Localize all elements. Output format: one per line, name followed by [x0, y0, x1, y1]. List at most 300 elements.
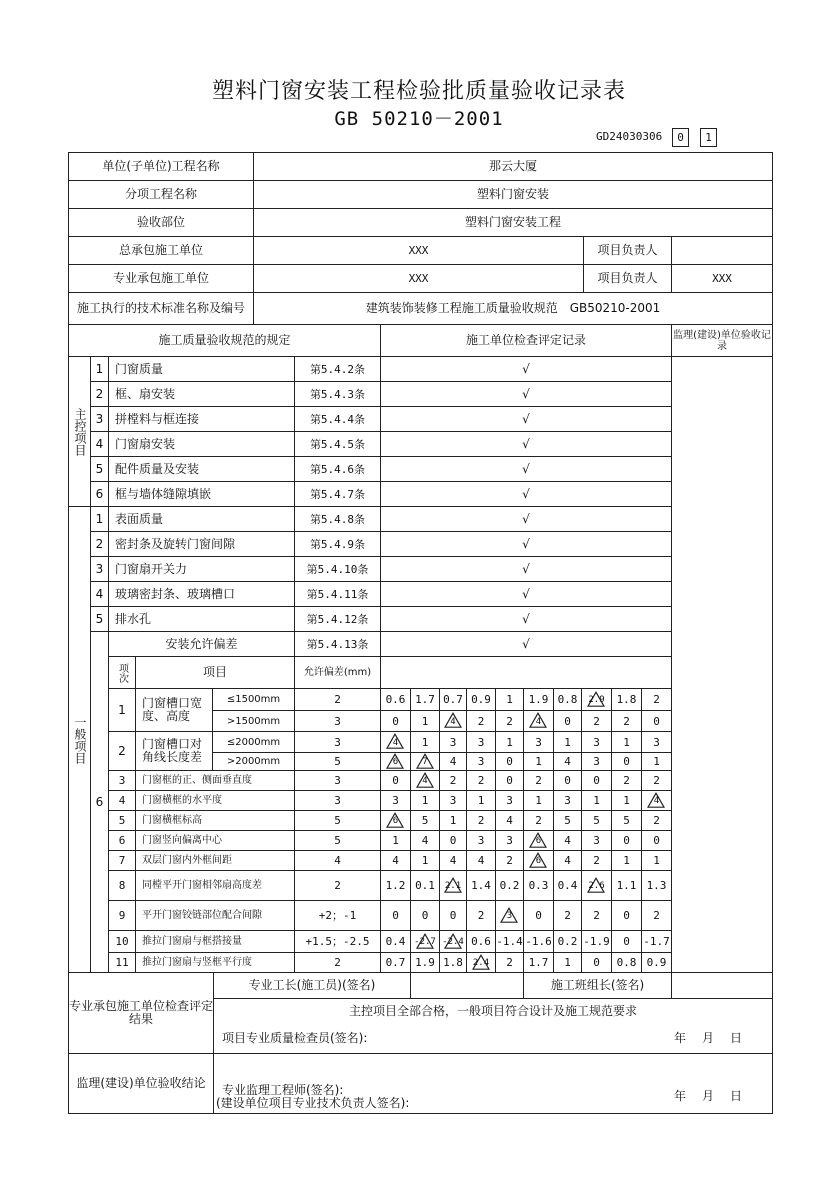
measurement-value: 2.4 — [472, 958, 490, 968]
measurement[interactable] — [611, 710, 642, 732]
sub-project-label: 分项工程名称 — [68, 180, 254, 209]
measurement[interactable] — [641, 770, 672, 791]
measurement[interactable] — [439, 752, 467, 771]
measurement-value: 4 — [449, 755, 457, 768]
deviation-item-name: 门窗横框的水平度 — [135, 790, 295, 811]
measurement-flagged[interactable] — [466, 952, 496, 973]
measurement[interactable] — [611, 930, 642, 953]
measurement[interactable] — [495, 710, 524, 732]
measurement-value: 4 — [421, 834, 429, 847]
measurement[interactable] — [553, 870, 582, 901]
measurement-value: 4 — [564, 834, 571, 847]
measurement-value: 1.8 — [616, 693, 637, 706]
measurement[interactable] — [495, 952, 524, 973]
measurement[interactable] — [611, 810, 642, 831]
measurement[interactable] — [380, 952, 411, 973]
measurement[interactable] — [553, 952, 582, 973]
measurement-flagged[interactable] — [523, 830, 554, 851]
general-item-result[interactable]: √ — [380, 506, 672, 532]
deviation-item-name: 推拉门窗扇与框搭接量 — [135, 930, 295, 953]
measurement[interactable] — [466, 710, 496, 732]
measurement[interactable] — [641, 688, 672, 711]
measurement-value: 1 — [506, 693, 513, 706]
measurement[interactable] — [581, 850, 612, 871]
deviation-item-tolerance: 5 — [294, 830, 381, 851]
measurement[interactable] — [495, 870, 524, 901]
measurement[interactable] — [439, 830, 467, 851]
measurement-value: 2 — [623, 774, 630, 787]
contractor-conclusion-cell — [213, 998, 773, 1054]
measurement[interactable] — [495, 790, 524, 811]
warning-triangle-icon — [473, 955, 489, 970]
measurement[interactable] — [581, 770, 612, 791]
warning-triangle-icon — [536, 714, 541, 729]
general-group-label: 一般项目 — [68, 506, 91, 973]
measurement[interactable] — [611, 790, 642, 811]
main-item-name: 框、扇安装 — [108, 381, 295, 407]
measurement[interactable] — [466, 731, 496, 753]
measurement[interactable] — [410, 830, 440, 851]
deviation-item-name: 推拉门窗扇与竖框平行度 — [135, 952, 295, 973]
measurement[interactable] — [439, 731, 467, 753]
measurement-value: 3 — [477, 735, 485, 749]
general-contractor-value[interactable]: XXX — [253, 236, 584, 265]
main-item-no: 5 — [90, 456, 109, 482]
deviation-col-tol: 允许偏差(mm) — [294, 656, 381, 689]
deviation-item-condition: ≤2000mm — [212, 731, 295, 753]
measurement[interactable] — [553, 688, 582, 711]
general-item-clause: 第5.4.12条 — [294, 606, 381, 632]
measurement-value: 2 — [653, 693, 660, 706]
measurement[interactable] — [581, 952, 612, 973]
measurement[interactable] — [380, 790, 411, 811]
measurement-value: 1 — [392, 834, 399, 847]
measurement-value: -2.7 — [414, 937, 436, 947]
general-item-result[interactable]: √ — [380, 606, 672, 632]
general-item-result[interactable]: √ — [380, 531, 672, 557]
measurement-value: 5 — [421, 814, 429, 827]
measurement[interactable] — [553, 930, 582, 953]
measurement-value: 0 — [623, 755, 630, 768]
measurement-value: 4 — [392, 854, 399, 867]
deviation-item-tolerance: 3 — [294, 710, 381, 732]
measurement-value: 1 — [421, 854, 429, 867]
measurement[interactable] — [466, 770, 496, 791]
measurement[interactable] — [466, 752, 496, 771]
measurement-value: 2 — [623, 714, 630, 728]
measurement[interactable] — [641, 830, 672, 851]
measurement[interactable] — [439, 790, 467, 811]
main-item-result[interactable]: √ — [380, 431, 672, 457]
measurement-value: 4 — [564, 755, 571, 768]
standard-label: 施工执行的技术标准名称及编号 — [68, 292, 254, 325]
measurement[interactable] — [380, 870, 411, 901]
location-label: 验收部位 — [68, 208, 254, 237]
measurement-value: 1.7 — [415, 693, 435, 706]
warning-triangle-icon — [393, 813, 398, 828]
measurement[interactable] — [380, 710, 411, 732]
measurement[interactable] — [641, 731, 672, 753]
supervisor-conclusion-cell — [213, 1053, 773, 1114]
main-item-result[interactable]: √ — [380, 381, 672, 407]
measurement[interactable] — [611, 830, 642, 851]
measurement[interactable] — [523, 790, 554, 811]
measurement[interactable] — [410, 790, 440, 811]
gc-manager-value[interactable] — [671, 236, 773, 265]
measurement[interactable] — [553, 900, 582, 931]
measurement-value: 3 — [449, 794, 457, 807]
measurement[interactable] — [581, 731, 612, 753]
measurement[interactable] — [466, 810, 496, 831]
measurement-value: 0.2 — [557, 935, 578, 948]
measurement-flagged[interactable] — [380, 752, 411, 771]
main-item-no: 4 — [90, 431, 109, 457]
warning-triangle-icon — [507, 908, 512, 923]
main-item-result[interactable]: √ — [380, 481, 672, 507]
measurement-flagged[interactable] — [523, 850, 554, 871]
measurement-flagged[interactable] — [439, 930, 467, 953]
measurement-flagged[interactable] — [641, 790, 672, 811]
main-item-name: 框与墙体缝隙填嵌 — [108, 481, 295, 507]
measurement-flagged[interactable] — [439, 870, 467, 901]
general-item-clause: 第5.4.8条 — [294, 506, 381, 532]
measurement[interactable] — [611, 952, 642, 973]
measurement-value: 2 — [535, 774, 542, 787]
deviation-item-tolerance: +2；-1 — [294, 900, 381, 931]
measurement[interactable] — [523, 930, 554, 953]
measurement[interactable] — [553, 731, 582, 753]
measurement-value: 0.3 — [528, 879, 549, 892]
measurement[interactable] — [641, 952, 672, 973]
measurement[interactable] — [523, 731, 554, 753]
measurement[interactable] — [495, 810, 524, 831]
measurement[interactable] — [641, 850, 672, 871]
main-item-result[interactable]: √ — [380, 406, 672, 432]
location-value[interactable]: 塑料门窗安装工程 — [253, 208, 773, 237]
measurement[interactable] — [581, 752, 612, 771]
measurement[interactable] — [495, 770, 524, 791]
measurement-flagged[interactable] — [380, 810, 411, 831]
measurement-value: 2 — [653, 909, 660, 922]
contractor-date[interactable]: 年 月 日 — [673, 1031, 744, 1045]
measurement[interactable] — [641, 752, 672, 771]
deviation-group-no: 6 — [90, 631, 109, 973]
measurement-value: 3 — [564, 794, 571, 807]
measurement-value: 2 — [477, 909, 485, 922]
measurement[interactable] — [611, 850, 642, 871]
general-item-name: 排水孔 — [108, 606, 295, 632]
general-item-name: 表面质量 — [108, 506, 295, 532]
general-contractor-label: 总承包施工单位 — [68, 236, 254, 265]
measurement[interactable] — [523, 810, 554, 831]
measurement-value: 3 — [593, 735, 600, 749]
general-item-name: 密封条及旋转门窗间隙 — [108, 531, 295, 557]
deviation-item-no: 11 — [108, 952, 136, 973]
measurement-value: 4 — [653, 796, 660, 806]
measurement-value: 3 — [506, 794, 513, 807]
measurement-value: 0 — [392, 774, 399, 787]
measurement[interactable] — [553, 790, 582, 811]
measurement[interactable] — [380, 930, 411, 953]
measurement-value: 0 — [653, 714, 660, 728]
measurement-flagged[interactable] — [380, 731, 411, 753]
measurement-value: 2 — [506, 714, 513, 728]
measurement[interactable] — [523, 952, 554, 973]
deviation-item-no: 10 — [108, 930, 136, 953]
measurement[interactable] — [641, 870, 672, 901]
measurement-value: 0 — [449, 909, 457, 922]
deviation-title: 安装允许偏差 — [108, 631, 295, 657]
measurement-value: 7 — [422, 757, 428, 767]
measurement[interactable] — [641, 710, 672, 732]
measurement-value: 0 — [564, 714, 571, 728]
measurement-value: 1.3 — [646, 879, 667, 892]
measurement[interactable] — [611, 752, 642, 771]
deviation-item-no: 7 — [108, 850, 136, 871]
deviation-item-name: 同樘平开门窗相邻扇高度差 — [135, 870, 295, 901]
warning-triangle-icon — [654, 793, 659, 808]
measurement[interactable] — [495, 850, 524, 871]
warning-triangle-icon — [588, 878, 604, 893]
measurement-value: 0.7 — [443, 693, 463, 706]
measurement[interactable] — [410, 710, 440, 732]
deviation-item-name: 门窗槽口宽度、高度 — [135, 688, 213, 732]
measurement-value: 0 — [564, 774, 571, 787]
measurement-value: -1.9 — [583, 935, 610, 948]
measurement-flagged[interactable] — [439, 710, 467, 732]
team-leader-signature[interactable] — [671, 972, 773, 999]
general-item-no: 2 — [90, 531, 109, 557]
measurement[interactable] — [410, 850, 440, 871]
measurement[interactable] — [466, 900, 496, 931]
measurement-value: 3 — [477, 755, 485, 768]
deviation-item-tolerance: 3 — [294, 770, 381, 791]
deviation-item-name: 门窗横框标高 — [135, 810, 295, 831]
measurement-value: 1.4 — [471, 879, 491, 892]
deviation-item-tolerance: 3 — [294, 731, 381, 753]
measurement-value: 1 — [506, 735, 513, 749]
measurement-value: 2 — [653, 774, 660, 787]
supervisor-record-cell[interactable] — [671, 356, 773, 973]
measurement-value: 0.7 — [385, 956, 406, 969]
supervisor-date[interactable]: 年 月 日 — [673, 1089, 744, 1103]
measurement[interactable] — [439, 952, 467, 973]
measurement[interactable] — [410, 688, 440, 711]
general-item-result[interactable]: √ — [380, 556, 672, 582]
warning-triangle-icon — [422, 773, 427, 788]
measurement-value: 0 — [623, 834, 630, 847]
measurement[interactable] — [641, 930, 672, 953]
contractor-result-label: 专业承包施工单位检查评定结果 — [68, 972, 214, 1054]
main-item-result[interactable]: √ — [380, 456, 672, 482]
measurement-value: 2 — [506, 854, 513, 867]
measurement[interactable] — [611, 770, 642, 791]
deviation-item-no: 3 — [108, 770, 136, 791]
measurement[interactable] — [553, 770, 582, 791]
measurement[interactable] — [553, 830, 582, 851]
sub-project-value[interactable]: 塑料门窗安装 — [253, 180, 773, 209]
measurement[interactable] — [439, 810, 467, 831]
measurement-value: 0.9 — [646, 956, 667, 969]
general-item-name: 玻璃密封条、玻璃槽口 — [108, 581, 295, 607]
measurement-value: -1.4 — [496, 935, 523, 948]
measurement-flagged[interactable] — [410, 752, 440, 771]
measurement[interactable] — [641, 810, 672, 831]
measurement[interactable] — [466, 790, 496, 811]
deviation-result[interactable]: √ — [380, 631, 672, 657]
measurement-value: 0 — [593, 956, 600, 969]
measurement-flagged[interactable] — [581, 688, 612, 711]
measurement[interactable] — [495, 731, 524, 753]
measurement[interactable] — [466, 870, 496, 901]
supervisor-result-label: 监理(建设)单位验收结论 — [68, 1053, 214, 1114]
warning-triangle-icon — [588, 692, 604, 707]
main-item-name: 拼樘料与框连接 — [108, 406, 295, 432]
measurement-value: 0 — [623, 909, 630, 922]
measurement[interactable] — [611, 870, 642, 901]
measurement[interactable] — [581, 810, 612, 831]
measurement-value: -2.4 — [442, 937, 464, 947]
standard-number: GB 50210－2001 — [334, 108, 504, 130]
measurement-flagged[interactable] — [410, 770, 440, 791]
measurement-value: 4 — [564, 854, 571, 867]
measurement[interactable] — [611, 900, 642, 931]
measurement[interactable] — [553, 710, 582, 732]
main-item-no: 1 — [90, 356, 109, 382]
measurement-value: 1 — [593, 794, 600, 807]
main-item-clause: 第5.4.2条 — [294, 356, 381, 382]
measurement[interactable] — [439, 850, 467, 871]
measurement-value: 0.1 — [415, 879, 435, 892]
deviation-item-name: 门窗槽口对角线长度差 — [135, 731, 213, 771]
deviation-item-no: 9 — [108, 900, 136, 931]
deviation-item-no: 6 — [108, 830, 136, 851]
measurement[interactable] — [410, 870, 440, 901]
general-item-result[interactable]: √ — [380, 581, 672, 607]
measurement-value: 2 — [477, 814, 485, 827]
measurement[interactable] — [466, 850, 496, 871]
measurement[interactable] — [466, 688, 496, 711]
measurement[interactable] — [495, 688, 524, 711]
measurement-value: 0 — [449, 834, 457, 847]
measurement[interactable] — [523, 900, 554, 931]
measurement-value: 1 — [623, 854, 630, 867]
measurement[interactable] — [581, 900, 612, 931]
main-item-result[interactable]: √ — [380, 356, 672, 382]
measurement[interactable] — [581, 930, 612, 953]
specialty-contractor-label: 专业承包施工单位 — [68, 264, 254, 293]
measurement-flagged[interactable] — [523, 710, 554, 732]
standard-value[interactable]: 建筑装饰装修工程施工质量验收规范 GB50210-2001 — [253, 292, 773, 325]
warning-triangle-icon — [536, 853, 541, 868]
measurement[interactable] — [641, 900, 672, 931]
gc-manager-label: 项目负责人 — [583, 236, 672, 265]
measurement-value: 0.4 — [385, 935, 406, 948]
deviation-clause: 第5.4.13条 — [294, 631, 381, 657]
measurement-value: 1.9 — [528, 693, 549, 706]
measurement-value: 0.2 — [499, 879, 520, 892]
sc-manager-value[interactable]: XXX — [671, 264, 773, 293]
measurement[interactable] — [581, 710, 612, 732]
measurement[interactable] — [611, 731, 642, 753]
measurement-value: 0.6 — [385, 693, 406, 706]
general-item-clause: 第5.4.11条 — [294, 581, 381, 607]
measurement[interactable] — [553, 810, 582, 831]
measurement-value: 1.8 — [443, 956, 463, 969]
main-item-clause: 第5.4.5条 — [294, 431, 381, 457]
measurement[interactable] — [581, 830, 612, 851]
measurement-value: 1 — [623, 735, 630, 749]
measurement[interactable] — [439, 900, 467, 931]
measurement-value: -1.6 — [525, 935, 552, 948]
measurement-flagged[interactable] — [495, 900, 524, 931]
measurement[interactable] — [380, 850, 411, 871]
measurement[interactable] — [410, 731, 440, 753]
deviation-item-tolerance: +1.5；-2.5 — [294, 930, 381, 953]
measurement-value: 0 — [392, 909, 399, 922]
measurement[interactable] — [495, 930, 524, 953]
measurement-value: 0.9 — [471, 693, 491, 706]
measurement[interactable] — [495, 752, 524, 771]
measurement[interactable] — [380, 688, 411, 711]
measurement-value: 0 — [535, 909, 542, 922]
measurement[interactable] — [611, 688, 642, 711]
measurement-value: 2.1 — [444, 881, 462, 891]
measurement-flagged[interactable] — [581, 870, 612, 901]
measurement-value: 2 — [593, 714, 600, 728]
deviation-item-tolerance: 5 — [294, 752, 381, 771]
specialty-contractor-value[interactable]: XXX — [253, 264, 584, 293]
owner-signature-label: (建设单位项目专业技术负责人签名): — [216, 1096, 410, 1110]
measurement[interactable] — [380, 830, 411, 851]
measurement[interactable] — [523, 870, 554, 901]
deviation-item-no: 1 — [108, 688, 136, 732]
measurement[interactable] — [380, 900, 411, 931]
main-item-no: 3 — [90, 406, 109, 432]
measurement[interactable] — [523, 688, 554, 711]
measurement[interactable] — [495, 830, 524, 851]
measurement[interactable] — [581, 790, 612, 811]
main-item-clause: 第5.4.4条 — [294, 406, 381, 432]
measurement[interactable] — [466, 930, 496, 953]
measurement-value: 0.8 — [557, 693, 578, 706]
unit-project-value[interactable]: 那云大厦 — [253, 152, 773, 181]
measurement-value: 1 — [421, 735, 429, 749]
measurement-value: 5 — [623, 814, 630, 827]
deviation-col-no: 项次 — [108, 656, 136, 689]
measurement[interactable] — [466, 830, 496, 851]
form-title: 塑料门窗安装工程检验批质量验收记录表 — [211, 79, 626, 104]
measurement[interactable] — [553, 752, 582, 771]
measurement[interactable] — [410, 952, 440, 973]
measurement-flagged[interactable] — [410, 930, 440, 953]
warning-triangle-icon — [445, 878, 461, 893]
measurement-value: 3 — [653, 735, 660, 749]
measurement-value: 6 — [392, 816, 399, 826]
measurement[interactable] — [380, 770, 411, 791]
measurement[interactable] — [410, 810, 440, 831]
measurement[interactable] — [553, 850, 582, 871]
measurement-value: 2 — [477, 774, 485, 787]
foreman-signature[interactable] — [410, 972, 524, 999]
measurement[interactable] — [439, 770, 467, 791]
measurement-value: 4 — [392, 737, 399, 748]
measurement[interactable] — [523, 770, 554, 791]
measurement[interactable] — [410, 900, 440, 931]
measurement[interactable] — [523, 752, 554, 771]
contractor-conclusion: 主控项目全部合格，一般项目符合设计及施工规范要求 — [348, 1004, 637, 1018]
measurement[interactable] — [439, 688, 467, 711]
